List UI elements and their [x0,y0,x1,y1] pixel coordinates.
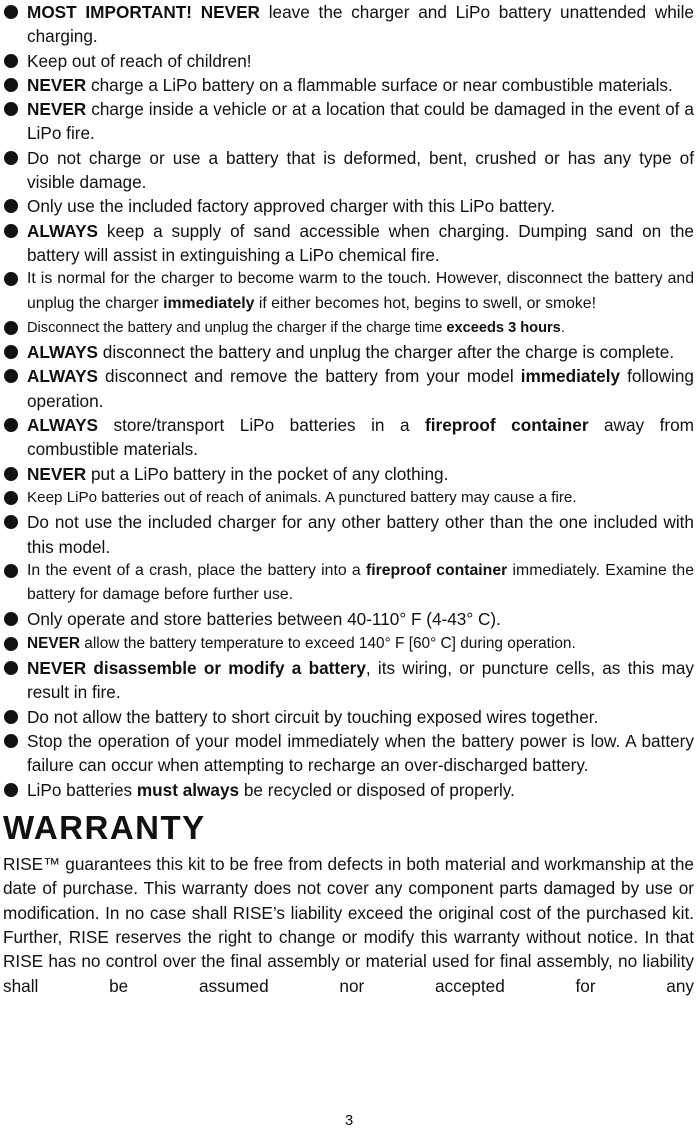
list-item: Only operate and store batteries between 40-110° F (4-43° C). [3,607,694,631]
page-content [3,0,694,998]
list-item: NEVER disassemble or modify a battery, its wiring, or puncture cells, as this may result in fire. [3,656,694,705]
bullet-icon [4,224,18,238]
bullet-icon [4,612,18,626]
bullet-icon [4,151,18,165]
list-item: Stop the operation of your model immediately when the battery power is low. A battery failure can occur when attempting to recharge an over-discharged battery. [3,729,694,778]
list-item: It is normal for the charger to become warm to the touch. However, disconnect the battery and unplug the charger immediately if either becomes hot, begins to swell, or smoke! [3,267,694,316]
bullet-icon [4,491,18,505]
list-item: NEVER allow the battery temperature to exceed 140° F [60° C] during operation. [3,632,694,656]
list-item: MOST IMPORTANT! NEVER leave the charger and LiPo battery unattended while charging. [3,0,694,49]
bullet-icon [4,102,18,116]
bullet-icon [4,661,18,675]
list-item: LiPo batteries must always be recycled or disposed of properly. [3,778,694,802]
bullet-icon [4,369,18,383]
bullet-icon [4,467,18,481]
list-item: NEVER charge inside a vehicle or at a location that could be damaged in the event of a LiPo fire. [3,97,694,146]
list-item: ALWAYS disconnect the battery and unplug the charger after the charge is complete. [3,340,694,364]
bullet-icon [4,418,18,432]
list-item: ALWAYS disconnect and remove the battery from your model immediately following operation. [3,364,694,413]
bullet-icon [4,272,18,286]
list-item: Do not use the included charger for any other battery other than the one included with this model. [3,510,694,559]
bullet-icon [4,734,18,748]
bullet-icon [4,78,18,92]
bullet-icon [4,5,18,19]
bullet-icon [4,321,18,335]
page-number: 3 [344,1112,354,1129]
list-item: In the event of a crash, place the battery into a fireproof container immediately. Examine the battery for damage before further use. [3,559,694,608]
list-item: Disconnect the battery and unplug the charger if the charge time exceeds 3 hours. [3,316,694,340]
list-item: Keep out of reach of children! [3,49,694,73]
bullet-icon [4,637,18,651]
bullet-icon [4,783,18,797]
list-item: ALWAYS store/transport LiPo batteries in a fireproof container away from combustible materials. [3,413,694,462]
list-item: Do not allow the battery to short circuit by touching exposed wires together. [3,705,694,729]
list-item: ALWAYS keep a supply of sand accessible when charging. Dumping sand on the battery will assist in extinguishing a LiPo chemical fire. [3,219,694,268]
warranty-heading: WARRANTY [3,808,206,846]
list-item: NEVER charge a LiPo battery on a flammable surface or near combustible materials. [3,73,694,97]
bullet-icon [4,515,18,529]
list-item: NEVER put a LiPo battery in the pocket of any clothing. [3,462,694,486]
bullet-icon [4,345,18,359]
bullet-icon [4,564,18,578]
safety-list [3,0,694,802]
bullet-icon [4,710,18,724]
bullet-icon [4,54,18,68]
warranty-text: RISE™ guarantees this kit to be free from defects in both material and workmanship at the date of purchase. This warranty does not cover any component parts damaged by use or modification. In no case shall RISE’s liability exceed the original cost of the purchased kit. Further, RISE reserves the right to change or modify this warranty without notice. In that RISE has no control over the final assembly or material used for final assembly, no liability shall be assumed nor accepted for any [3,853,694,996]
bullet-icon [4,199,18,213]
list-item: Do not charge or use a battery that is deformed, bent, crushed or has any type of visible damage. [3,146,694,195]
list-item: Only use the included factory approved charger with this LiPo battery. [3,194,694,218]
list-item: Keep LiPo batteries out of reach of animals. A punctured battery may cause a fire. [3,486,694,510]
